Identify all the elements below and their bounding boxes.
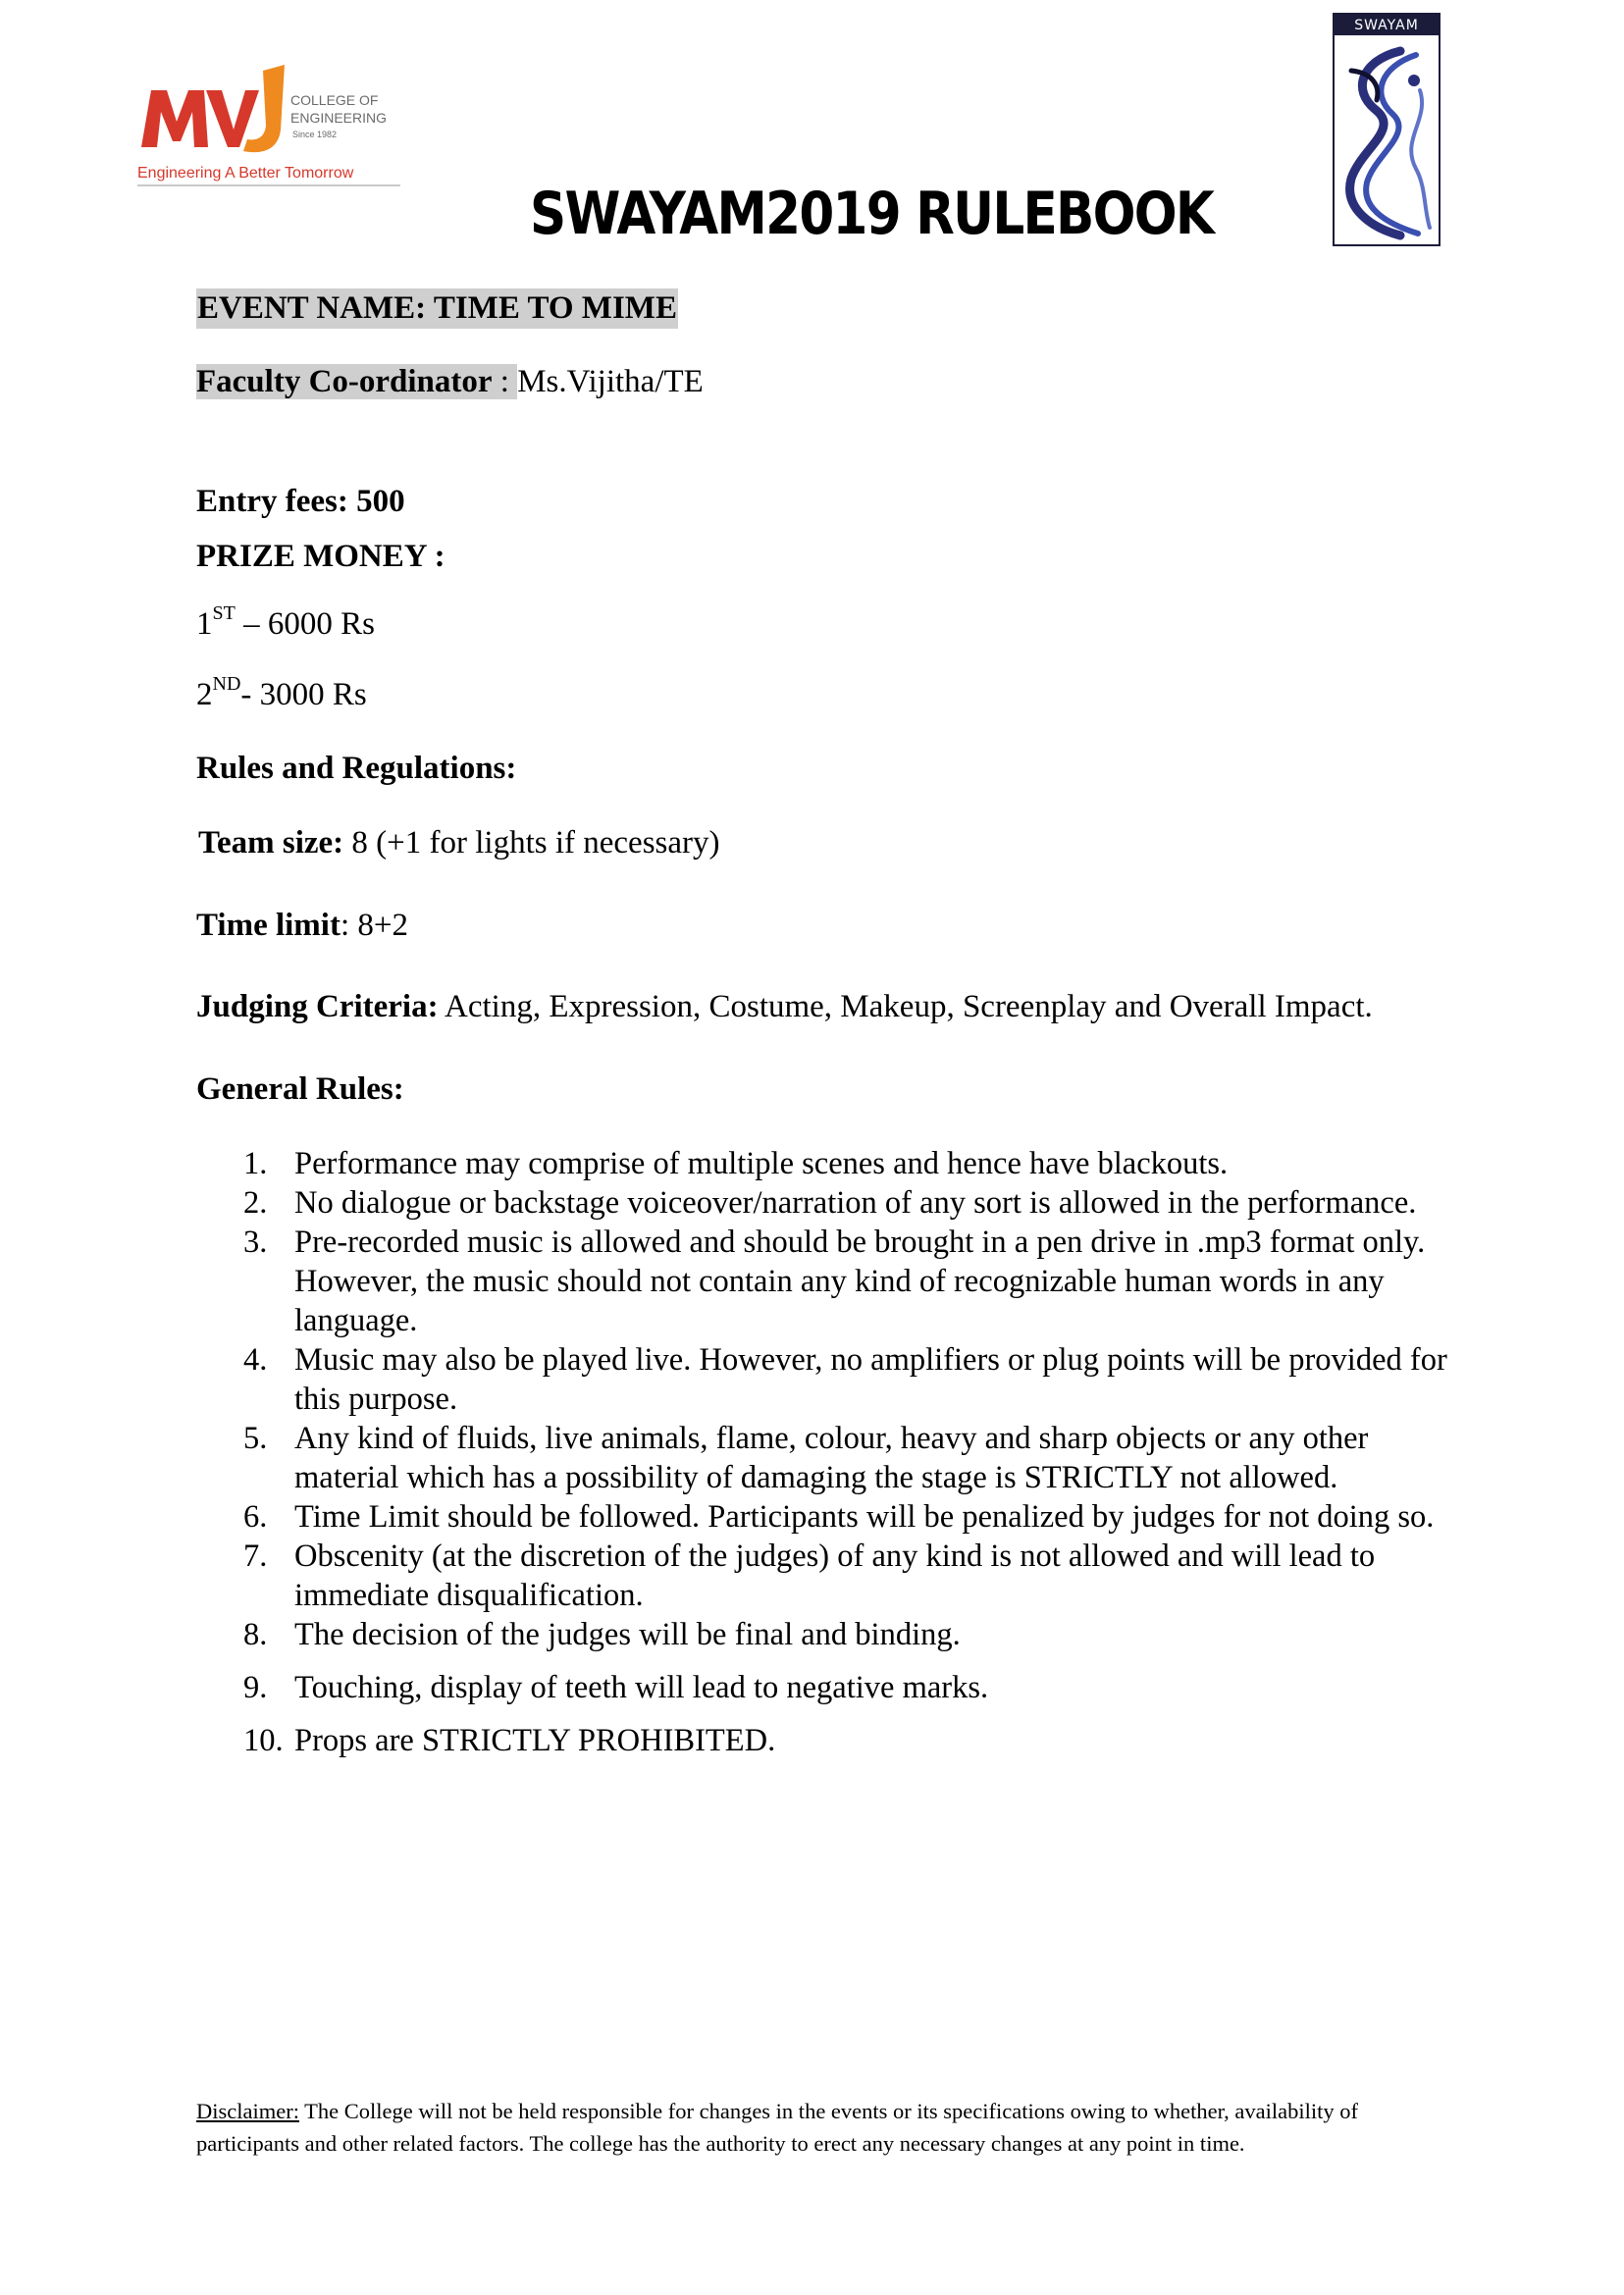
rules-heading: Rules and Regulations: <box>196 751 517 786</box>
logo-since: Since 1982 <box>292 130 338 139</box>
team-size-value: 8 (+1 for lights if necessary) <box>343 825 720 861</box>
judging-value: Acting, Expression, Costume, Makeup, Screenplay and Overall Impact. <box>438 989 1373 1024</box>
rule-text: Music may also be played live. However, no amplifiers or plug points will be provided for this purpose. <box>294 1342 1447 1417</box>
rule-item <box>243 1668 1450 1707</box>
rule-item <box>243 1497 1450 1537</box>
swayam-logo-label: SWAYAM <box>1354 18 1419 33</box>
page-title: SWAYAM2019 RULEBOOK <box>530 180 1214 248</box>
general-rules-list <box>243 1144 1450 1760</box>
swayam-logo <box>1332 12 1441 247</box>
faculty-coordinator <box>196 364 704 400</box>
rule-text: Any kind of fluids, live animals, flame, colour, heavy and sharp objects or any other material which has a possibility of damaging the stage is STRICTLY not allowed. <box>294 1421 1369 1495</box>
rule-text: Performance may comprise of multiple scenes and hence have blackouts. <box>294 1146 1229 1181</box>
prize-first <box>196 602 375 643</box>
rule-text: No dialogue or backstage voiceover/narration of any sort is allowed in the performance. <box>294 1185 1417 1221</box>
general-rules-heading: General Rules: <box>196 1071 404 1107</box>
prize-rank: 1 <box>196 606 213 642</box>
team-size <box>198 825 720 861</box>
rule-number: 4. <box>243 1342 268 1378</box>
faculty-separator: : <box>492 364 518 399</box>
disclaimer-label: Disclaimer: <box>196 2099 299 2123</box>
judging-label: Judging Criteria: <box>196 989 439 1024</box>
rule-item <box>243 1537 1450 1615</box>
rule-number: 7. <box>243 1539 268 1574</box>
rule-item <box>243 1721 1450 1760</box>
rule-number: 3. <box>243 1225 268 1260</box>
rule-text: Touching, display of teeth will lead to negative marks. <box>294 1670 989 1705</box>
rule-text: Obscenity (at the discretion of the judges) of any kind is not allowed and will lead to immediate disqualification. <box>294 1539 1376 1613</box>
prize-amount: - 3000 Rs <box>240 677 367 712</box>
logo-tagline: Engineering A Better Tomorrow <box>137 165 354 182</box>
prize-rank-suffix: ND <box>212 673 241 695</box>
logo-line1: COLLEGE OF <box>290 92 379 108</box>
rule-number: 8. <box>243 1617 268 1652</box>
rule-text: Time Limit should be followed. Participants will be penalized by judges for not doing so. <box>294 1499 1435 1535</box>
rule-item <box>243 1615 1450 1654</box>
entry-fees: Entry fees: 500 <box>196 484 405 519</box>
mvj-college-logo <box>137 61 402 188</box>
rule-number: 5. <box>243 1421 268 1456</box>
prize-second <box>196 673 367 713</box>
prize-rank: 2 <box>196 677 213 712</box>
disclaimer-text: The College will not be held responsible for changes in the events or its specifications owing to whether, availability of participants and other related factors. The college has the authority to erect any necessary changes at any point in time. <box>196 2099 1359 2156</box>
rule-number: 2. <box>243 1185 268 1221</box>
time-limit <box>196 908 408 944</box>
disclaimer <box>196 2095 1442 2160</box>
judging-criteria <box>196 989 1373 1025</box>
prize-rank-suffix: ST <box>212 602 236 624</box>
faculty-value: Ms.Vijitha/TE <box>517 364 704 399</box>
rule-number: 9. <box>243 1670 268 1705</box>
rule-number: 1. <box>243 1146 268 1181</box>
time-limit-value: : 8+2 <box>340 908 408 943</box>
rule-item <box>243 1223 1450 1340</box>
team-size-label: Team size: <box>198 825 344 861</box>
time-limit-label: Time limit <box>196 908 341 943</box>
prize-money-heading: PRIZE MONEY : <box>196 539 445 574</box>
rule-item <box>243 1144 1450 1183</box>
rule-number: 6. <box>243 1499 268 1535</box>
rule-item <box>243 1183 1450 1223</box>
rule-item <box>243 1340 1450 1419</box>
event-name: EVENT NAME: TIME TO MIME <box>196 288 678 329</box>
faculty-label: Faculty Co-ordinator <box>196 364 493 399</box>
prize-amount: – 6000 Rs <box>235 606 375 642</box>
rule-text: Props are STRICTLY PROHIBITED. <box>294 1723 776 1758</box>
rule-number: 10. <box>243 1723 284 1758</box>
mvj-letters-mark <box>141 65 285 152</box>
rule-item <box>243 1419 1450 1497</box>
rule-text: Pre-recorded music is allowed and should be brought in a pen drive in .mp3 format only. However, the music should not contain any kind of recognizable human words in any language. <box>294 1225 1426 1338</box>
logo-line2: ENGINEERING <box>290 110 388 126</box>
rule-text: The decision of the judges will be final and binding. <box>294 1617 961 1652</box>
